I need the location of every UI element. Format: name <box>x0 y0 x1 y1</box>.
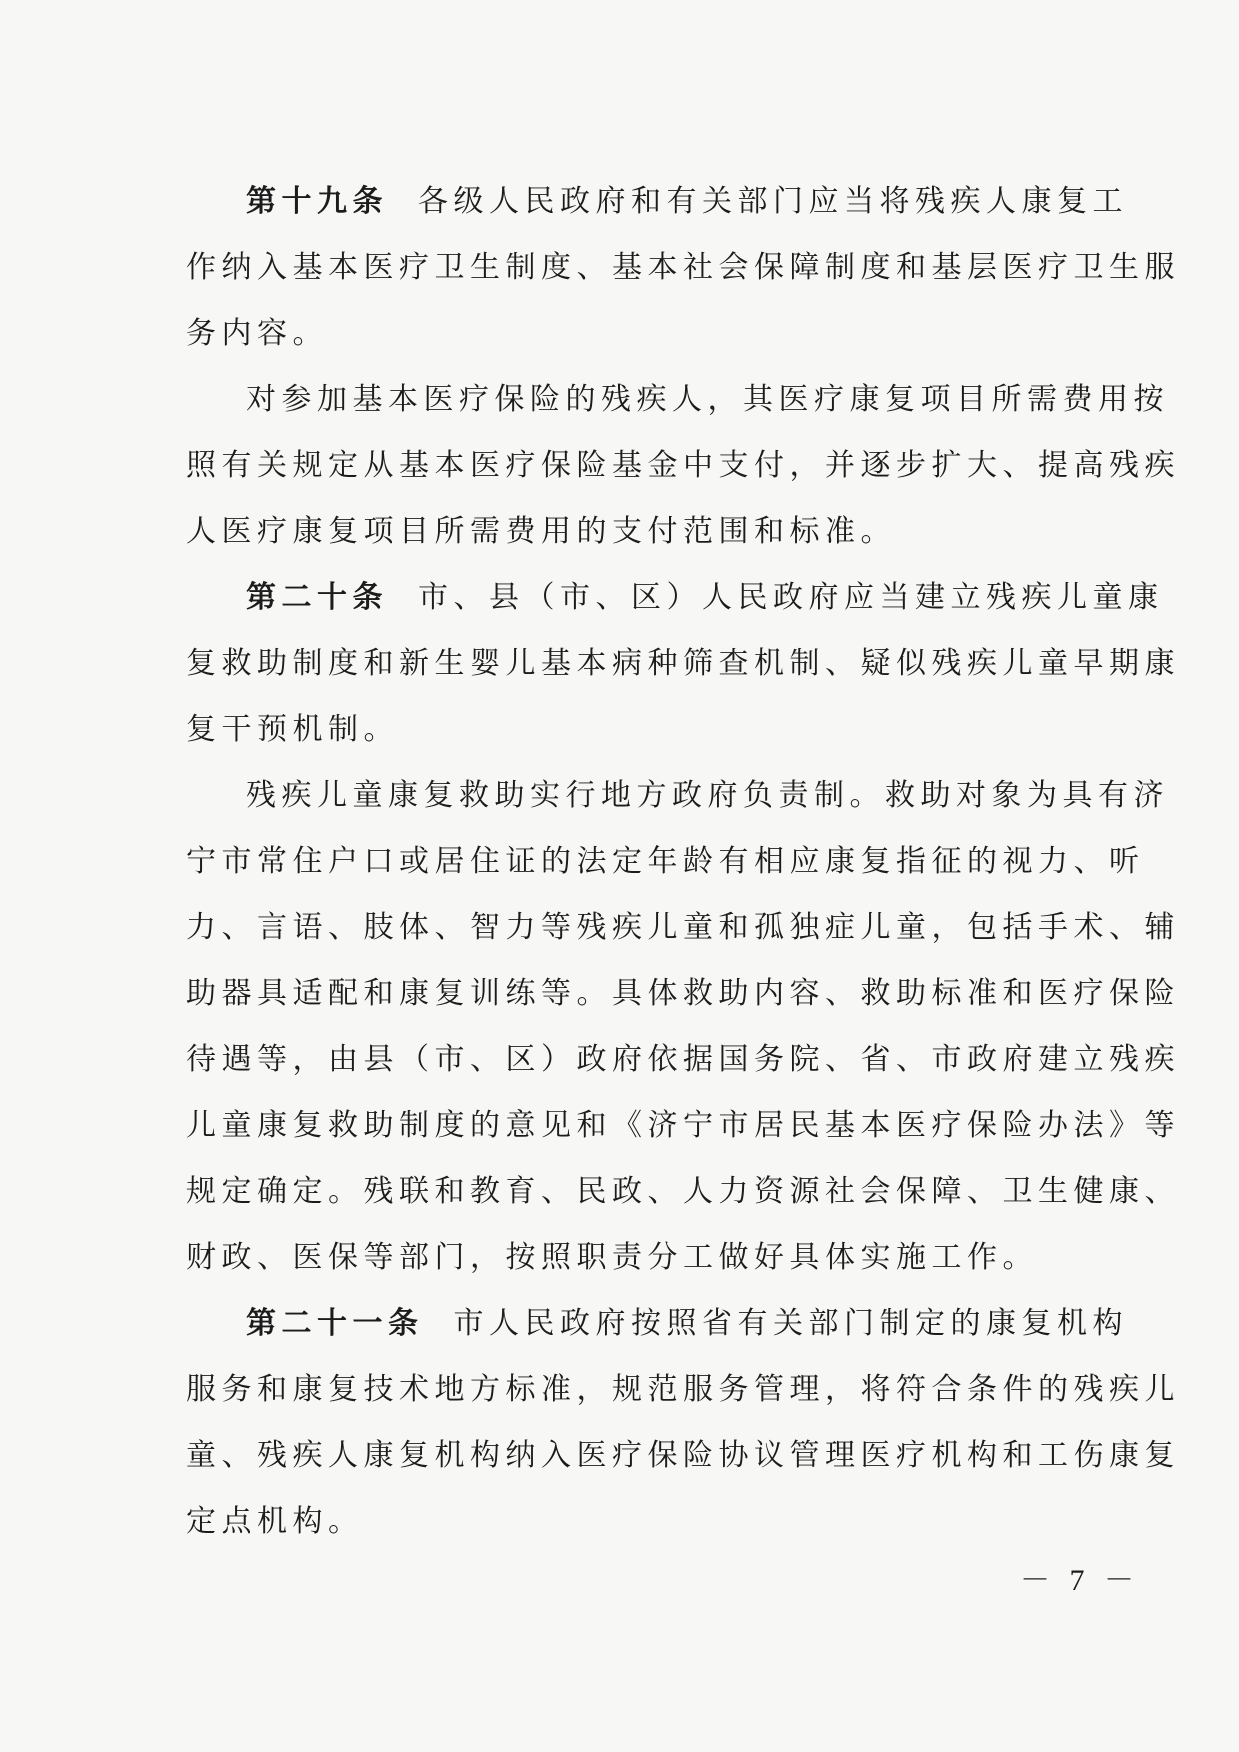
article-20-para2-line-3: 力、言语、肢体、智力等残疾儿童和孤独症儿童，包括手术、辅 <box>186 910 1180 945</box>
article-19-line-3: 务内容。 <box>186 316 328 351</box>
article-20-line-1: 第二十条 市、县（市、区）人民政府应当建立残疾儿童康 <box>246 580 1164 615</box>
article-19-line-1: 第十九条 各级人民政府和有关部门应当将残疾人康复工 <box>246 184 1128 219</box>
article-21-heading: 第二十一条 <box>246 1306 424 1341</box>
article-20-para2-line-8: 财政、医保等部门，按照职责分工做好具体实施工作。 <box>186 1240 1038 1275</box>
article-20-para2-line-2: 宁市常住户口或居住证的法定年龄有相应康复指征的视力、听 <box>186 844 1145 879</box>
article-21-line-4: 定点机构。 <box>186 1504 364 1539</box>
article-21-line-1: 第二十一条 市人民政府按照省有关部门制定的康复机构 <box>246 1306 1128 1341</box>
article-19-heading: 第十九条 <box>246 184 388 219</box>
article-20-para2-line-5: 待遇等，由县（市、区）政府依据国务院、省、市政府建立残疾 <box>186 1042 1180 1077</box>
article-20-line-2: 复救助制度和新生婴儿基本病种筛查机制、疑似残疾儿童早期康 <box>186 646 1180 681</box>
article-20-heading: 第二十条 <box>246 580 388 615</box>
article-19-para2-line-1: 对参加基本医疗保险的残疾人，其医疗康复项目所需费用按 <box>246 382 1169 417</box>
article-20-line-3: 复干预机制。 <box>186 712 399 747</box>
article-20-para2-line-6: 儿童康复救助制度的意见和《济宁市居民基本医疗保险办法》等 <box>186 1108 1180 1143</box>
article-20-para2-line-7: 规定确定。残联和教育、民政、人力资源社会保障、卫生健康、 <box>186 1174 1180 1209</box>
article-19-line-2: 作纳入基本医疗卫生制度、基本社会保障制度和基层医疗卫生服 <box>186 250 1180 285</box>
article-19-para2-line-3: 人医疗康复项目所需费用的支付范围和标准。 <box>186 514 896 549</box>
article-21-line-3: 童、残疾人康复机构纳入医疗保险协议管理医疗机构和工伤康复 <box>186 1438 1180 1473</box>
article-20-para2-line-1: 残疾儿童康复救助实行地方政府负责制。救助对象为具有济 <box>246 778 1169 813</box>
article-20-para2-line-4: 助器具适配和康复训练等。具体救助内容、救助标准和医疗保险 <box>186 976 1180 1011</box>
page-number: － 7 － <box>1020 1564 1140 1597</box>
article-19-para2-line-2: 照有关规定从基本医疗保险基金中支付，并逐步扩大、提高残疾 <box>186 448 1180 483</box>
article-21-line-2: 服务和康复技术地方标准，规范服务管理，将符合条件的残疾儿 <box>186 1372 1180 1407</box>
